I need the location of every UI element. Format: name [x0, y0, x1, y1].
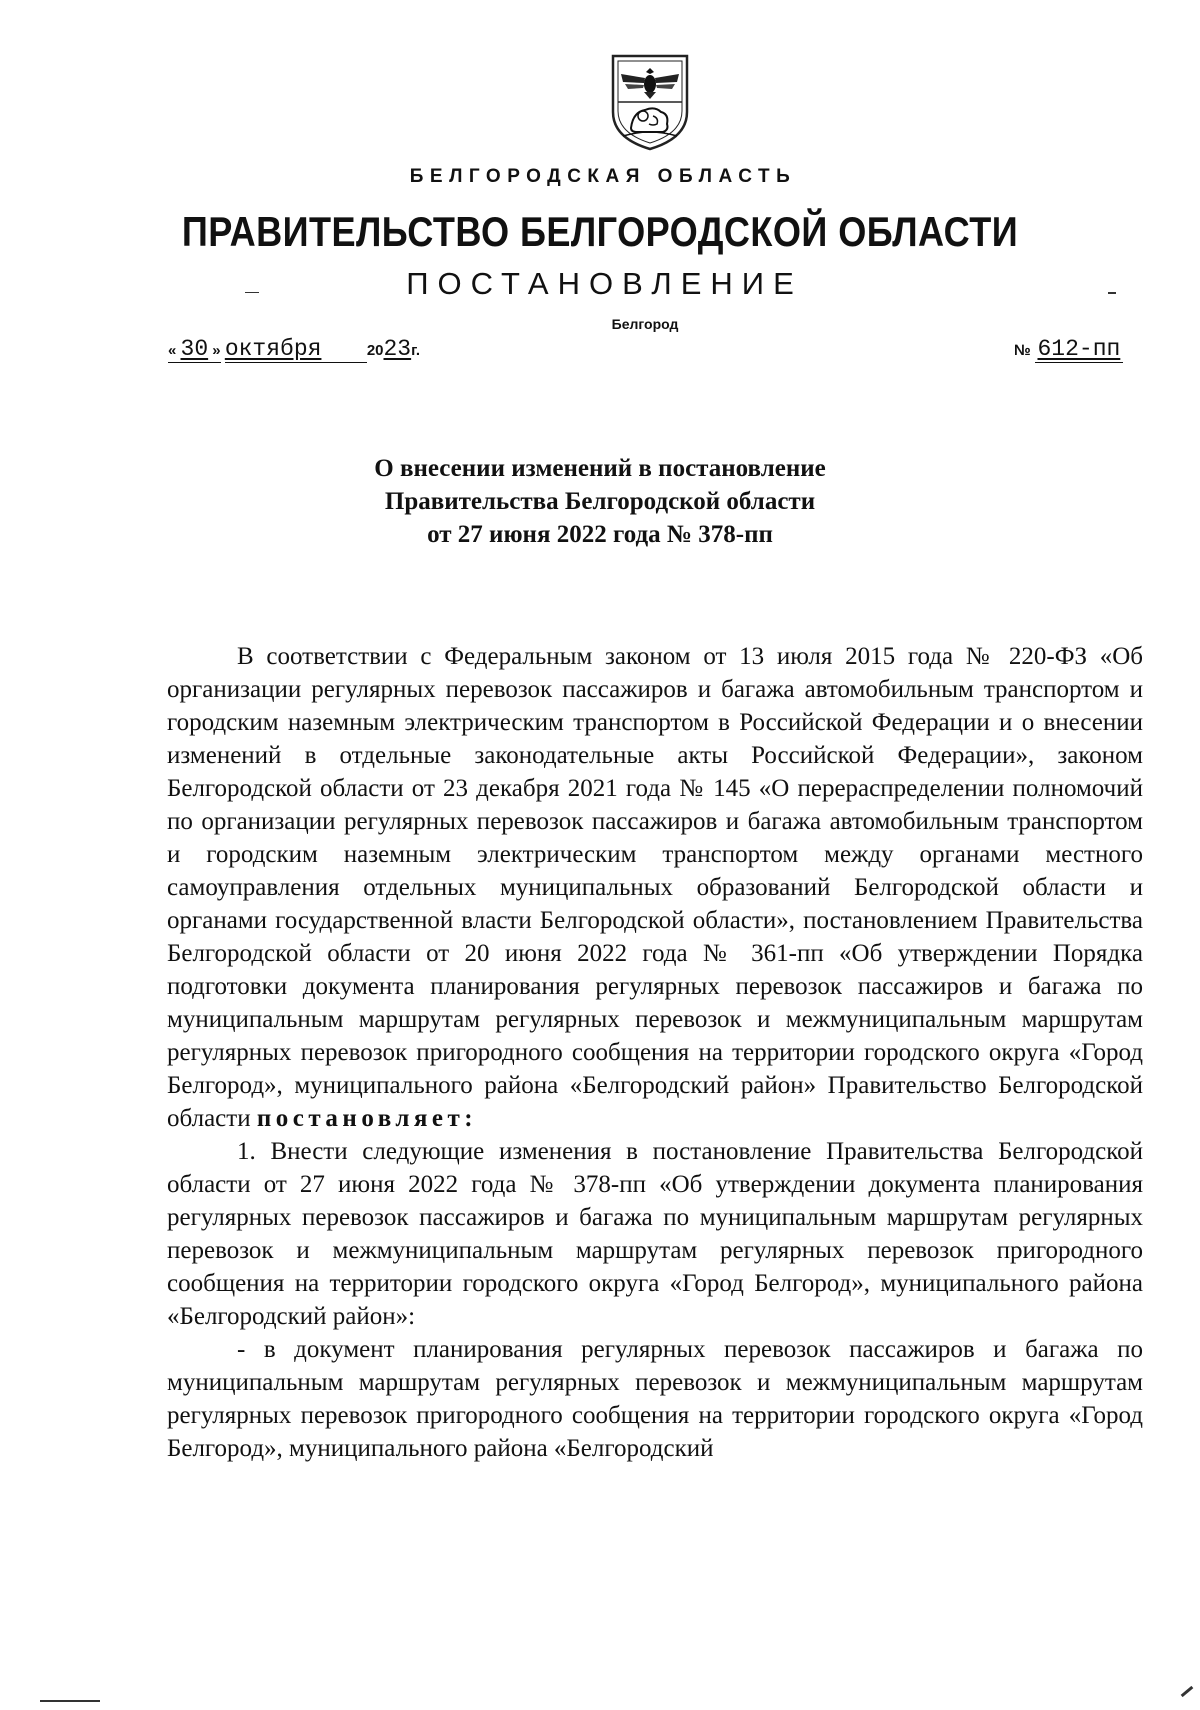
date-close-quote: »: [212, 342, 221, 359]
date-year-prefix: 20: [366, 342, 384, 359]
date-day: 30: [180, 336, 209, 362]
title-line-3: от 27 июня 2022 года № 378-пп: [427, 521, 773, 548]
date-month-field: [225, 336, 367, 363]
scan-artifact: [1181, 1686, 1194, 1697]
document-title: [300, 452, 900, 551]
resolves-word: постановляет: [256, 1105, 465, 1132]
resolves-colon: :: [464, 1105, 473, 1132]
document-body: [167, 640, 1143, 1465]
preamble-text: В соответствии с Федеральным законом от 13 июля 2015 года № 220-ФЗ «Об организации регулярных перевозок пассажиров и багажа автомобильным транспортом и городским наземным электрическим транспортом в Российской Федерации и о внесении изменений в отдельные законодательные акты Российской Федерации», законом Белгородской области от 23 декабря 2021 года № 145 «О перераспределении полномочий по организации регулярных перевозок пассажиров и багажа автомобильным транспортом и городским наземным электрическим транспортом между органами местного самоуправления отдельных муниципальных образований Белгородской области и органами государственной власти Белгородской области», постановлением Правительства Белгородской области от 20 июня 2022 года № 361-пп «Об утверждении Порядка подготовки документа планирования регулярных перевозок пассажиров и багажа по муниципальным маршрутам регулярных перевозок и межмуниципальным маршрутам регулярных перевозок пригородного сообщения на территории городского округа «Город Белгород», муниципального района «Белгородский район» Правительство Белгородской области: [167, 643, 1143, 1132]
scan-artifact: [40, 1700, 100, 1702]
preamble-paragraph: [167, 640, 1143, 1135]
title-line-1: О внесении изменений в постановление: [374, 455, 826, 482]
date-open-quote: «: [168, 342, 177, 359]
document-date: [168, 336, 420, 363]
date-year-suffix: 23: [383, 336, 412, 362]
number-value: 612-пп: [1037, 336, 1121, 362]
government-name: ПРАВИТЕЛЬСТВО БЕЛГОРОДСКОЙ ОБЛАСТИ: [181, 208, 1019, 255]
clause-1-subpoint: - в документ планирования регулярных перевозок пассажиров и багажа по муниципальным маршрутам регулярных перевозок и межмуниципальным маршрутам регулярных перевозок пригородного сообщения на территории городского округа «Город Белгород», муниципального района «Белгородский: [167, 1336, 1143, 1462]
document-number: [1014, 336, 1123, 363]
scan-artifact: [245, 292, 259, 293]
region-name: БЕЛГОРОДСКАЯ ОБЛАСТЬ: [409, 166, 797, 187]
number-field: [1035, 336, 1123, 363]
date-year-mark: г.: [411, 342, 421, 359]
date-month: октября: [224, 336, 322, 362]
clause-1-paragraph: 1. Внести следующие изменения в постановление Правительства Белгородской области от 27 июня 2022 года № 378-пп «Об утверждении документа планирования регулярных перевозок пассажиров и багажа по муниципальным маршрутам регулярных перевозок и межмуниципальным маршрутам регулярных перевозок пригородного сообщения на территории городского округа «Город Белгород», муниципального района «Белгородский район»:: [167, 1138, 1143, 1330]
title-line-2: Правительства Белгородской области: [384, 488, 816, 515]
coat-of-arms-emblem: [609, 52, 691, 152]
document-type: ПОСТАНОВЛЕНИЕ: [406, 266, 803, 301]
issue-city: Белгород: [611, 316, 679, 332]
scan-artifact: [1108, 292, 1116, 294]
number-label: №: [1014, 342, 1031, 359]
date-day-field: [168, 336, 221, 363]
